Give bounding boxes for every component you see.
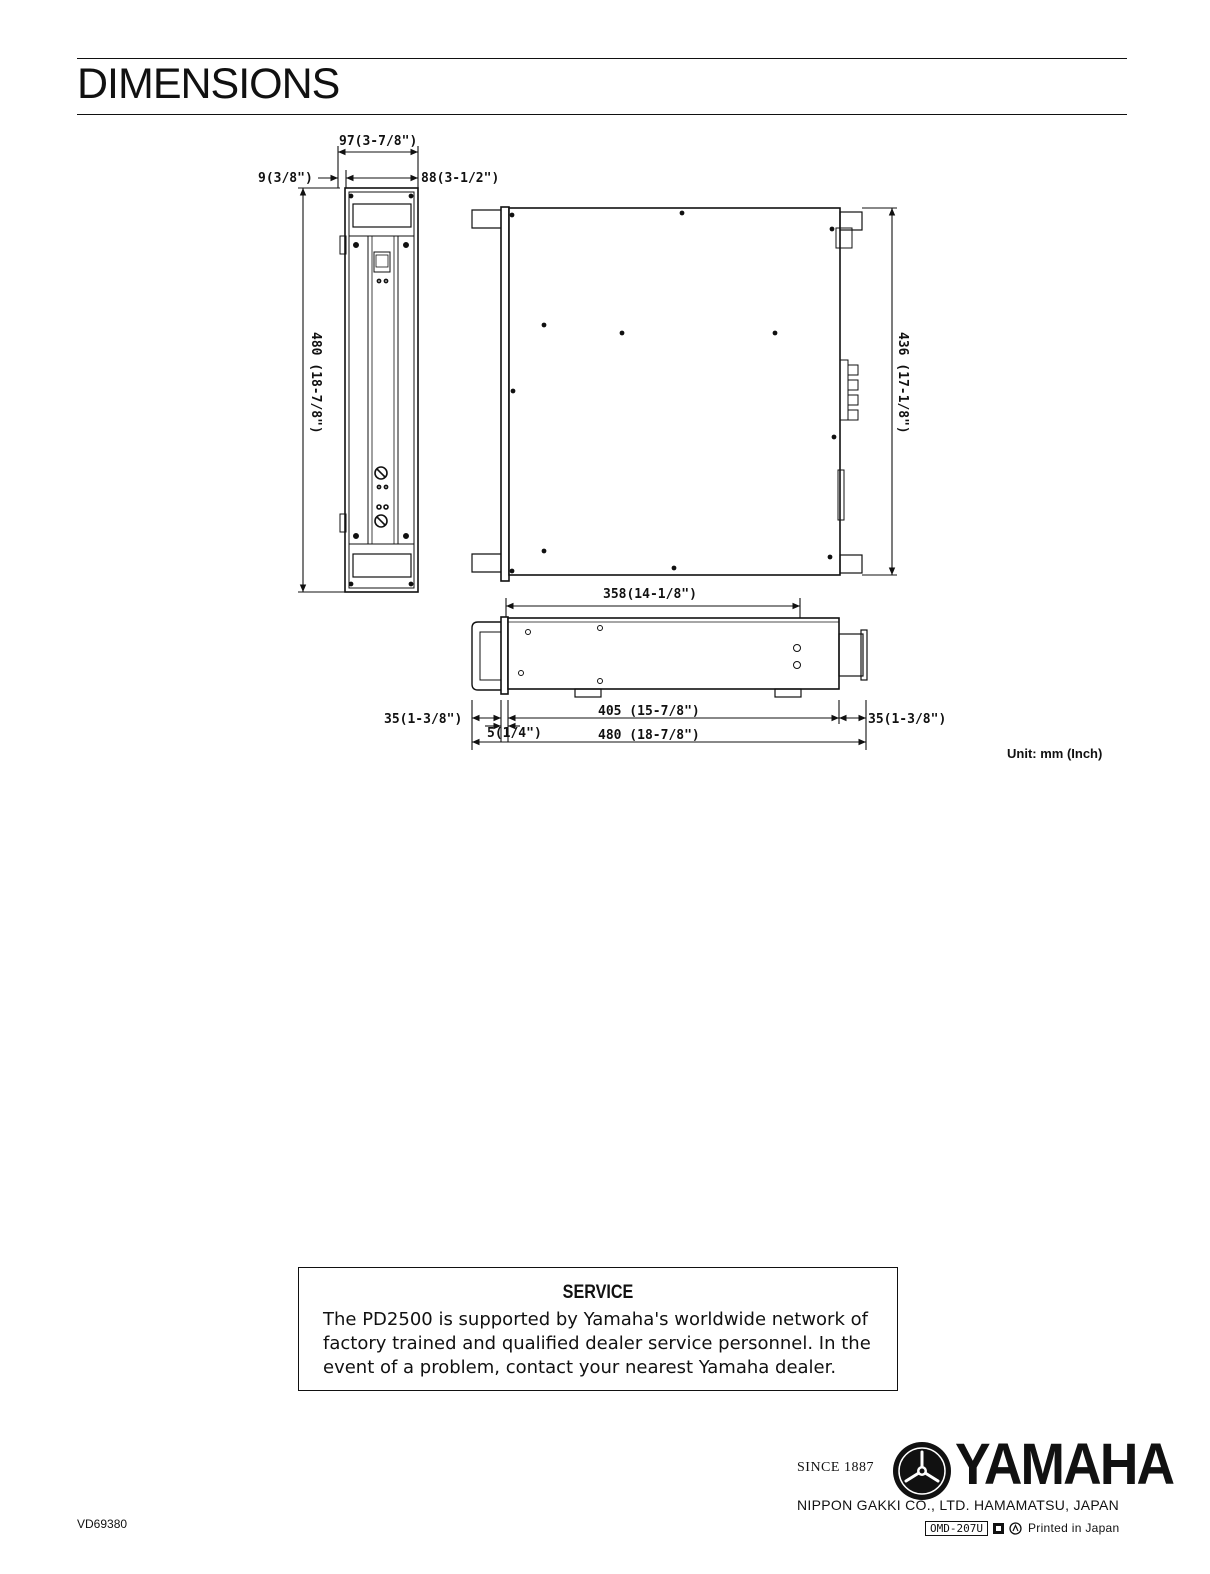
print-info (925, 1520, 1120, 1536)
company-name: NIPPON GAKKI CO., LTD. HAMAMATSU, JAPAN (797, 1497, 1120, 1513)
bottom-view (472, 617, 867, 697)
soy-ink-mark-icon (1009, 1522, 1022, 1535)
document-code: VD69380 (77, 1517, 128, 1531)
page-title: DIMENSIONS (77, 60, 340, 108)
dimension-drawing (0, 0, 1210, 780)
dim-total-width: 480 (18-7/8") (598, 728, 700, 743)
service-body: The PD2500 is supported by Yamaha's worldwide network of factory trained and qualified dealer service personnel. In the event of a problem, contact your nearest Yamaha dealer. (323, 1309, 871, 1378)
dim-rear-handle: 35(1-3/8") (868, 712, 947, 727)
dim-handle-front: 35(1-3/8") (384, 712, 463, 727)
dim-height-side: 436 (17-1/8") (895, 332, 910, 434)
front-view (340, 188, 418, 592)
recycle-mark-icon (992, 1522, 1005, 1535)
since-text: SINCE 1887 (797, 1460, 874, 1475)
unit-note: Unit: mm (Inch) (1007, 746, 1103, 761)
dim-width-overall: 97(3-7/8") (339, 134, 418, 149)
service-box (298, 1267, 898, 1391)
dim-panel-thickness: 5(1/4") (487, 726, 542, 741)
dim-front-handle: 9(3/8") (258, 171, 313, 186)
yamaha-tuning-fork-logo-icon (891, 1440, 953, 1502)
side-view (472, 207, 862, 581)
dim-height-front: 480 (18-7/8") (308, 332, 323, 434)
printed-note: Printed in Japan (1027, 1521, 1120, 1535)
brand-wordmark: YAMAHA (955, 1432, 1174, 1497)
service-heading: SERVICE (562, 1282, 634, 1303)
dim-depth-inner: 358(14-1/8") (603, 587, 697, 602)
dim-depth-body: 405 (15-7/8") (598, 704, 700, 719)
catalog-code: OMD-207U (925, 1521, 988, 1536)
dim-body-width: 88(3-1/2") (421, 171, 500, 186)
